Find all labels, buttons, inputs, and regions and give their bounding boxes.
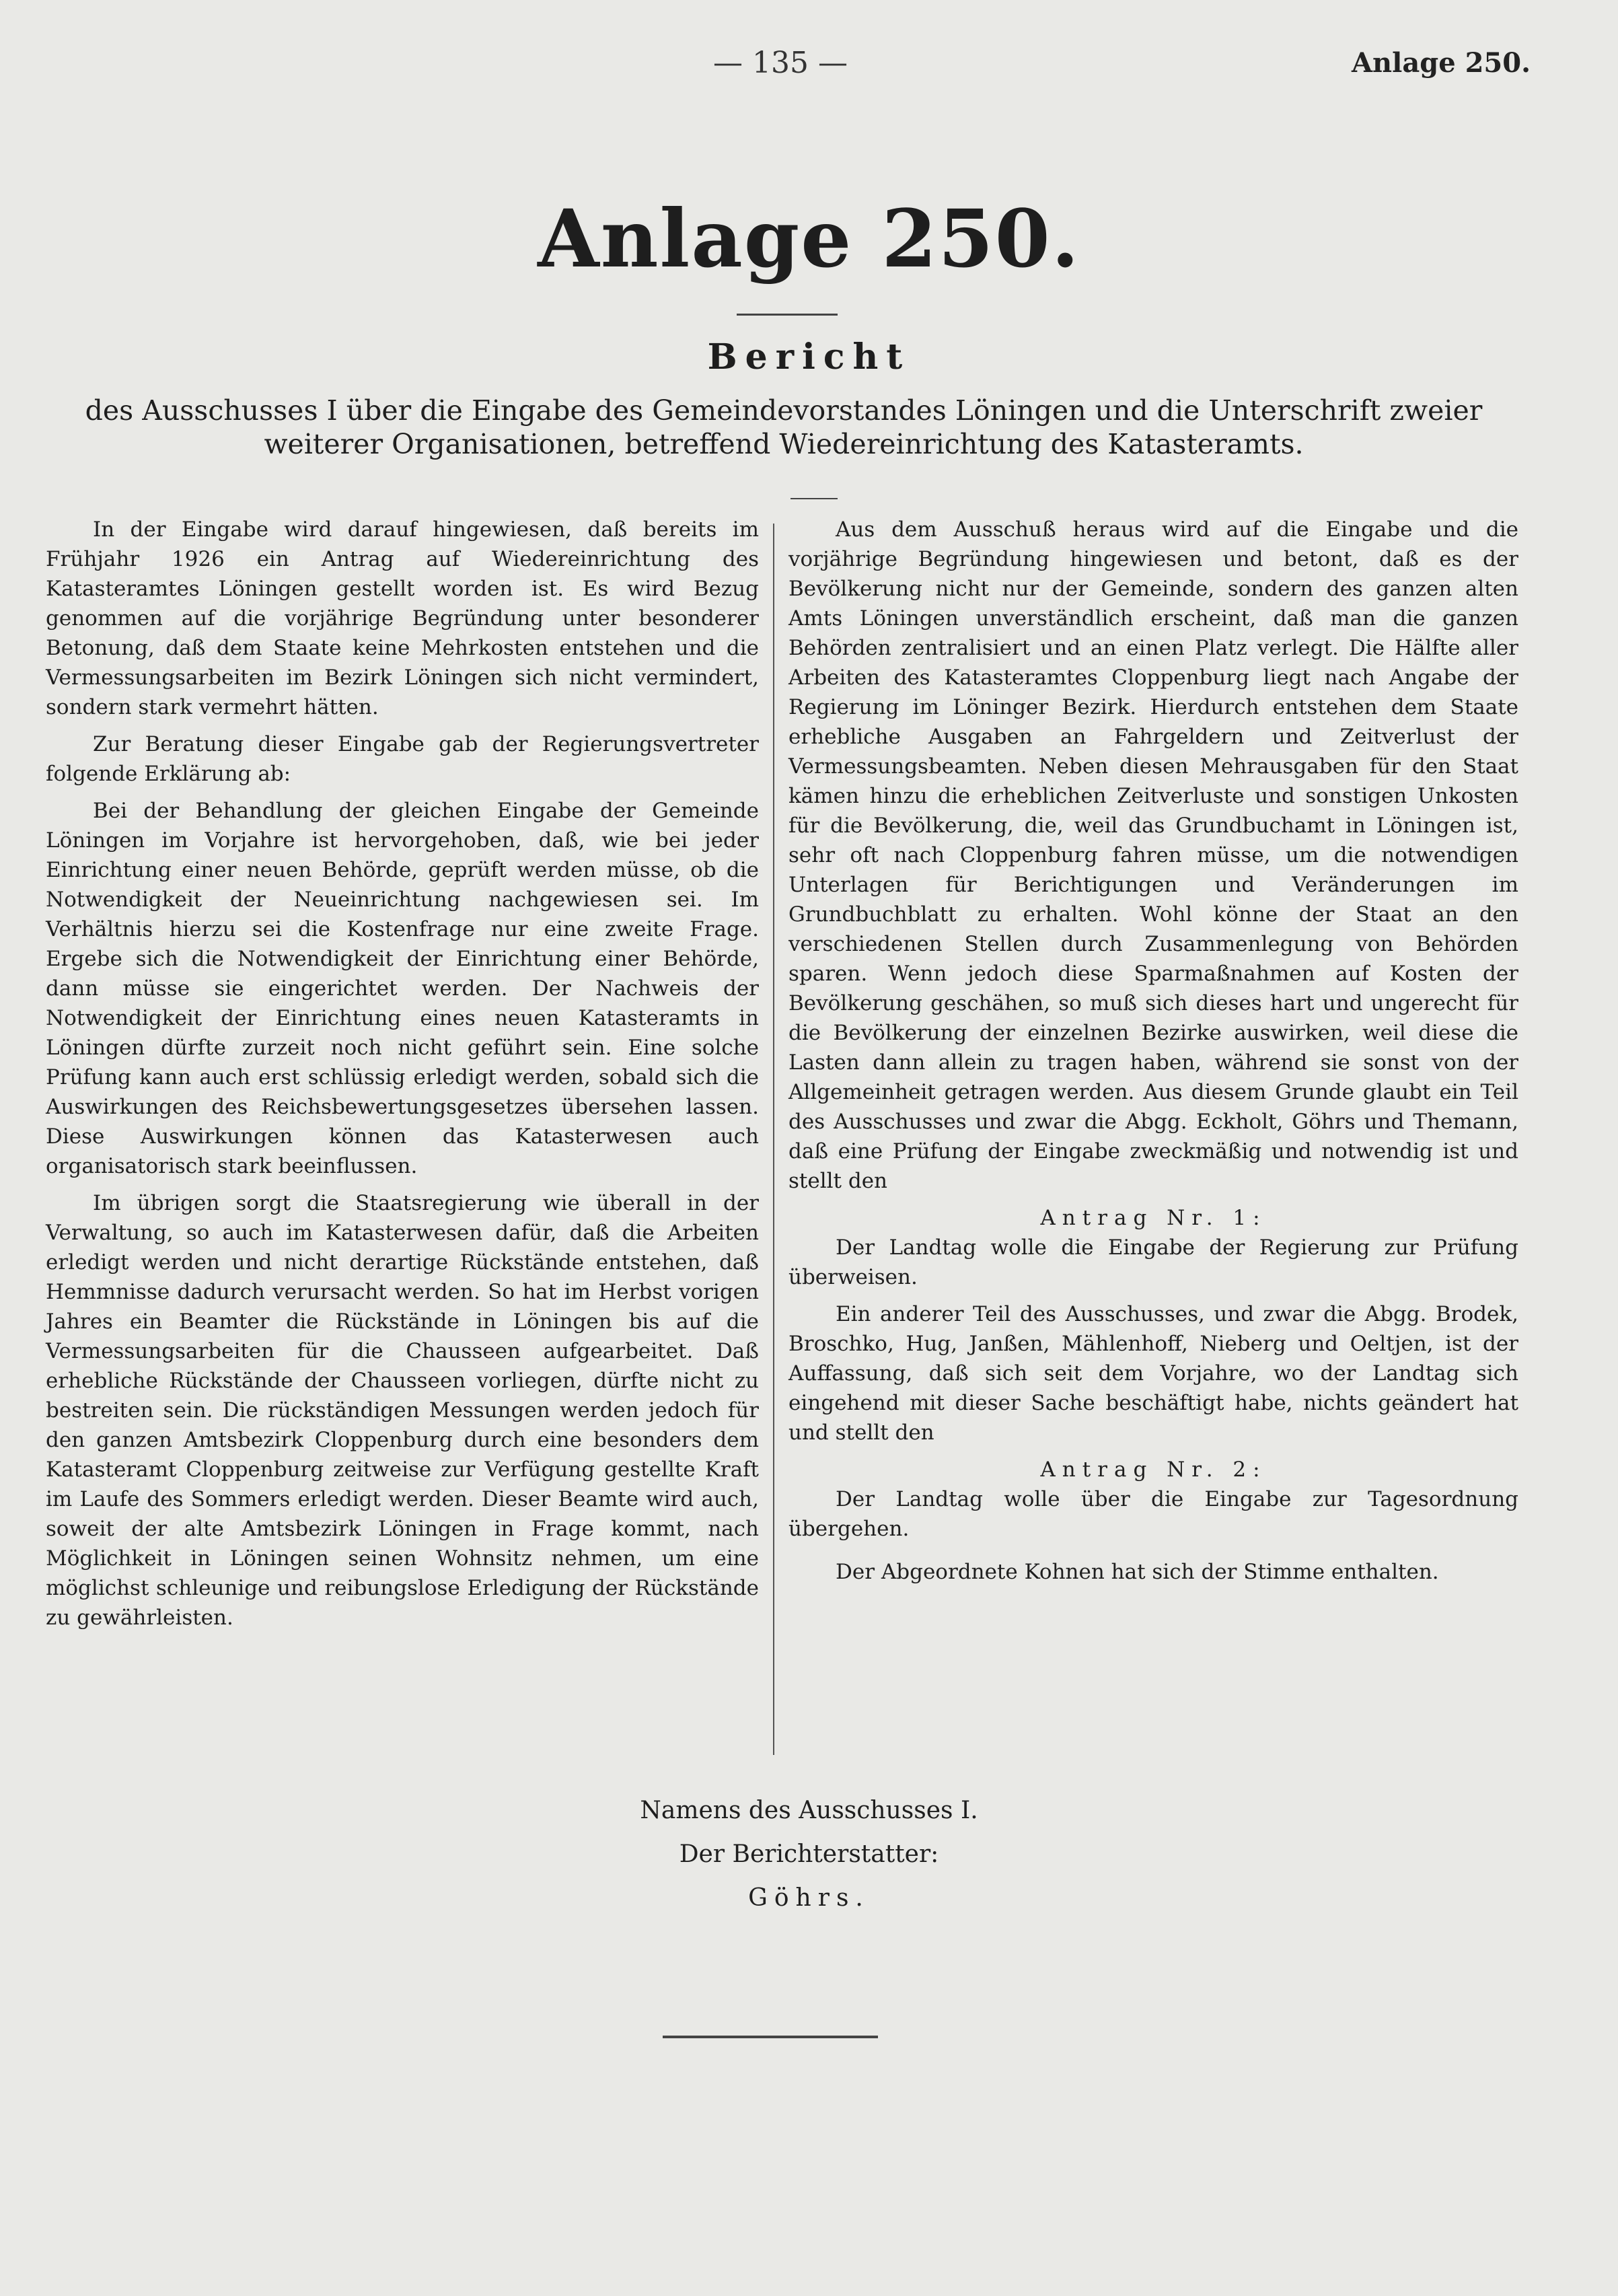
- right-paragraph: Aus dem Ausschuß heraus wird auf die Eingabe und die vorjährige Begründung hingewiesen und betont, daß es der Bevölkerung nicht nur der Gemeinde, sondern des ganzen alten Amts Löningen unverständlich erscheint, daß man die ganzen Behörden zentralisiert und an einen Platz verlegt. Die Hälfte aller Arbeiten des Katasteramtes Cloppenburg liegt nach Angabe der Regierung im Löninger Bezirk. Hierdurch entstehen dem Staate erhebliche Ausgaben an Fahrgeldern und Zeitverlust der Vermessungsbeamten. Neben diesen Mehrausgaben für den Staat kämen hinzu die erheblichen Zeitverluste und sonstigen Unkosten für die Bevölkerung, die, weil das Grundbuchamt in Löningen ist, sehr oft nach Cloppenburg fahren müsse, um die notwendigen Unterlagen für Berichtigungen und Veränderungen im Grundbuchblatt zu erhalten. Wohl könne der Staat an den verschiedenen Stellen durch Zusammenlegung von Behörden sparen. Wenn jedoch diese Sparmaßnahmen auf Kosten der Bevölkerung geschähen, so muß sich dieses hart und ungerecht für die Bevölkerung der einzelnen Bezirke auswirken, weil diese die Lasten dann allein zu tragen haben, während sie sonst von der Allgemeinheit getragen werden. Aus diesem Grunde glaubt ein Teil des Ausschusses und zwar die Abgg. Eckholt, Göhrs und Themann, daß eine Prüfung der Eingabe zweckmäßig und notwendig ist und stellt den: [788, 517, 1518, 1193]
- document-title: Anlage 250.: [538, 192, 1080, 285]
- signature-role: Der Berichterstatter:: [679, 1840, 939, 1868]
- signature-committee: Namens des Ausschusses I.: [640, 1797, 978, 1824]
- antrag-1-text: Der Landtag wolle die Eingabe der Regierung zur Prüfung überweisen.: [788, 1235, 1518, 1289]
- closing-rule: [663, 2036, 878, 2038]
- report-subtitle: des Ausschusses I über die Eingabe des Gemeindevorstandes Löningen und die Unterschrift zweier weiterer Organisationen, betreffend Wiedereinrichtung des Katasteramts.: [85, 394, 1483, 460]
- subtitle-divider: [790, 498, 838, 499]
- left-paragraph: Bei der Behandlung der gleichen Eingabe der Gemeinde Löningen im Vorjahre ist hervorgehoben, daß, wie bei jeder Einrichtung einer neuen Behörde, geprüft werden müsse, ob die Notwendigkeit der Neueinrichtung nachgewiesen sei. Im Verhältnis hierzu sei die Kostenfrage nur eine zweite Frage. Ergebe sich die Notwendigkeit der Einrichtung einer Behörde, dann müsse sie eingerichtet werden. Der Nachweis der Notwendigkeit der Einrichtung eines neuen Katasteramts in Löningen dürfte zurzeit noch nicht geführt sein. Eine solche Prüfung kann auch erst schlüssig erledigt werden, sobald sich die Auswirkungen des Reichsbewertungsgesetzes übersehen lassen. Diese Auswirkungen können das Katasterwesen auch organisatorisch stark beeinflussen.: [46, 799, 759, 1178]
- antrag-2-heading: Antrag Nr. 2:: [1040, 1458, 1267, 1482]
- running-head: Anlage 250.: [1352, 47, 1531, 79]
- left-paragraph: In der Eingabe wird darauf hingewiesen, daß bereits im Frühjahr 1926 ein Antrag auf Wiedereinrichtung des Katasteramtes Löningen gestellt worden ist. Es wird Bezug genommen auf die vorjährige Begründung unter besonderer Betonung, daß dem Staate keine Mehrkosten entstehen und die Vermessungsarbeiten im Bezirk Löningen sich nicht vermindert, sondern stark vermehrt hätten.: [46, 517, 759, 719]
- right-paragraph: Der Abgeordnete Kohnen hat sich der Stimme enthalten.: [836, 1560, 1439, 1584]
- title-divider: [737, 314, 838, 316]
- page-number: — 135 —: [713, 46, 848, 80]
- left-paragraph: Im übrigen sorgt die Staatsregierung wie überall in der Verwaltung, so auch im Katasterwesen dafür, daß die Arbeiten erledigt werden und nicht derartige Rückstände entstehen, daß Hemmnisse dadurch verursacht werden. So hat im Herbst vorigen Jahres ein Beamter die Rückstände in Löningen bis auf die Vermessungsarbeiten für die Chausseen aufgearbeitet. Daß erhebliche Rückstände der Chausseen vorliegen, dürfte nicht zu bestreiten sein. Die rückständigen Messungen werden jedoch für den ganzen Amtsbezirk Cloppenburg durch eine besonders dem Katasteramt Cloppenburg zeitweise zur Verfügung gestellte Kraft im Laufe des Sommers erledigt werden. Dieser Beamte wird auch, soweit der alte Amtsbezirk Löningen in Frage kommt, nach Möglichkeit in Löningen seinen Wohnsitz nehmen, um eine möglichst schleunige und reibungslose Erledigung der Rückstände zu gewährleisten.: [46, 1191, 759, 1630]
- right-paragraph: Ein anderer Teil des Ausschusses, und zwar die Abgg. Brodek, Broschko, Hug, Janßen, Mählenhoff, Nieberg und Oeltjen, ist der Auffassung, daß sich seit dem Vorjahre, wo der Landtag sich eingehend mit dieser Sache beschäftigt habe, nichts geändert hat und stellt den: [788, 1302, 1518, 1445]
- left-column: [46, 515, 759, 1640]
- left-paragraph: Zur Beratung dieser Eingabe gab der Regierungsvertreter folgende Erklärung ab:: [46, 732, 759, 786]
- report-heading: Bericht: [707, 336, 911, 378]
- column-divider: [773, 524, 774, 1755]
- right-column: [788, 515, 1518, 1594]
- signature-name: Göhrs.: [748, 1884, 870, 1912]
- antrag-1-heading: Antrag Nr. 1:: [1040, 1206, 1267, 1230]
- antrag-2-text: Der Landtag wolle über die Eingabe zur Tagesordnung übergehen.: [788, 1487, 1518, 1541]
